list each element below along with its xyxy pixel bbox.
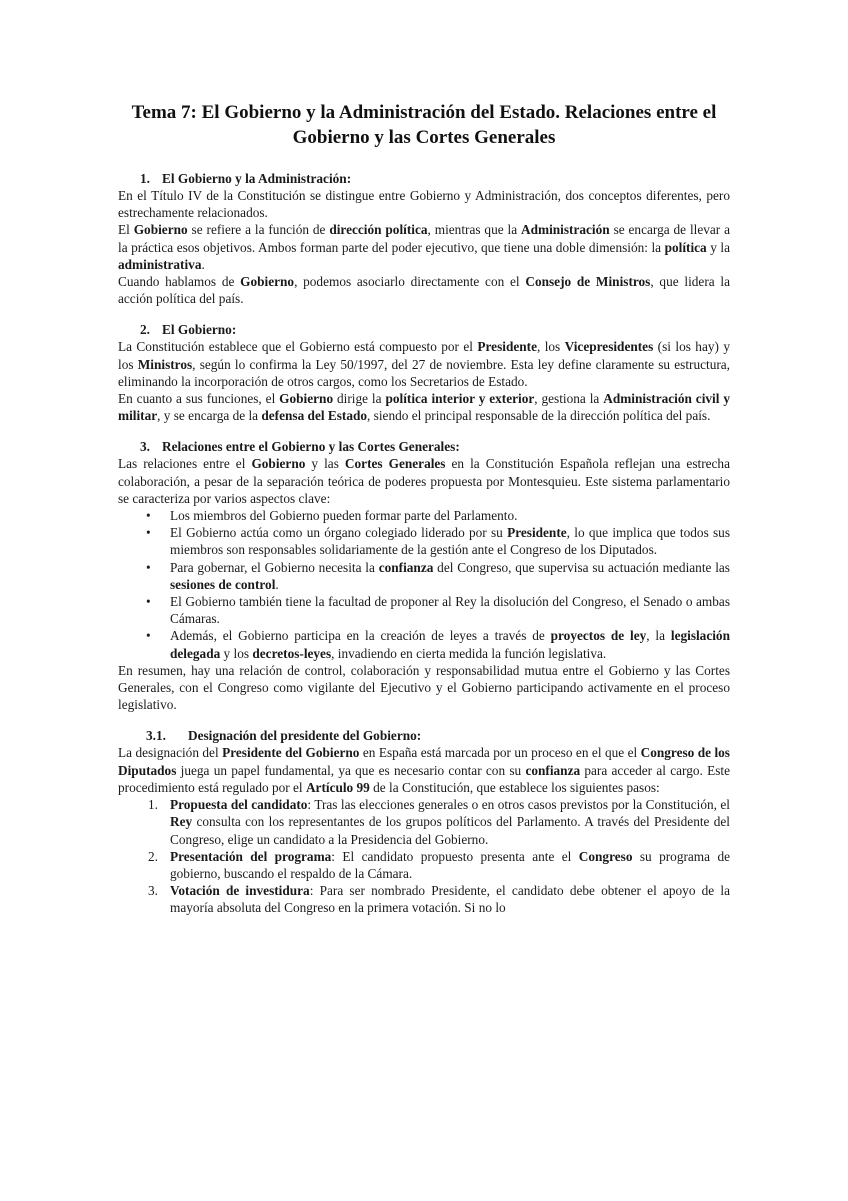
bullet-icon: • xyxy=(146,594,151,610)
text-run: , lo que implica que todos sus miembros son responsables solidariamente de la gestión ante el Congreso de los Diputados. xyxy=(170,525,731,558)
text-run: . xyxy=(275,576,279,592)
bold-text: Gobierno xyxy=(279,391,334,407)
section-number: 2. xyxy=(140,322,150,338)
text-run: de la Constitución, que establece los siguientes pasos: xyxy=(369,779,660,795)
bold-text: Ministros xyxy=(137,356,193,372)
bold-text: política interior y exterior xyxy=(385,391,535,407)
bullet-icon: • xyxy=(146,525,151,541)
text-run: , según lo confirma la Ley 50/1997, del 27 de noviembre. Esta ley define claramente su estructura, eliminando la incorporación de otros cargos, como los Secretarios de Estado. xyxy=(118,356,730,389)
bold-text: Gobierno xyxy=(133,222,188,238)
paragraph xyxy=(118,455,730,507)
text-run: y las xyxy=(305,456,345,472)
text-run: La designación del xyxy=(118,745,223,761)
bold-text: Cortes Generales xyxy=(344,456,446,472)
paragraph xyxy=(118,273,730,307)
bold-text: política xyxy=(664,239,707,255)
text-run: La Constitución establece que el Gobierno está compuesto por el xyxy=(118,339,478,355)
bullet-icon: • xyxy=(146,559,151,575)
section-number: 3.1. xyxy=(146,728,166,744)
text-run: : Para ser nombrado Presidente, el candidato debe obtener el apoyo de la mayoría absoluta del Congreso en la primera votación. Si no lo xyxy=(170,883,731,916)
bold-text: Administración civil y militar xyxy=(118,391,730,424)
section-title: El Gobierno: xyxy=(162,322,237,338)
text-run: El xyxy=(118,222,134,238)
paragraph: En el Título IV de la Constitución se distingue entre Gobierno y Administración, dos conceptos diferentes, pero estrechamente relacionados. xyxy=(118,188,730,221)
document-title: Tema 7: El Gobierno y la Administración del Estado. Relaciones entre el Gobierno y las Cortes Generales xyxy=(131,102,717,148)
section-3-1-heading xyxy=(118,727,730,744)
text-run: para acceder al cargo. Este procedimiento está regulado por el xyxy=(118,762,730,795)
list-item xyxy=(118,848,730,882)
bold-text: Propuesta del candidato xyxy=(170,797,308,813)
bold-text: confianza xyxy=(378,559,434,575)
bold-text: Gobierno xyxy=(240,274,295,290)
text-run: , podemos asociarlo directamente con el xyxy=(294,274,526,290)
bold-text: Presidente xyxy=(507,525,567,541)
text-run: dirige la xyxy=(333,391,386,407)
section-1-heading xyxy=(118,170,730,187)
bold-text: Artículo 99 xyxy=(305,779,370,795)
section-2-heading xyxy=(118,321,730,338)
text-run: . xyxy=(201,256,205,272)
text-run: consulta con los representantes de los grupos políticos del Parlamento. A través del Presidente del Congreso, elige un candidato a la Presidencia del Gobierno. xyxy=(170,814,730,847)
text-run: y la xyxy=(706,239,730,255)
text-run: su programa de gobierno, buscando el respaldo de la Cámara. xyxy=(170,848,730,881)
bold-text: defensa del Estado xyxy=(261,408,368,424)
bold-text: Presentación del programa xyxy=(170,848,332,864)
list-item xyxy=(118,559,730,593)
text-run: El Gobierno también tiene la facultad de proponer al Rey la disolución del Congreso, el Senado o ambas Cámaras. xyxy=(170,594,730,627)
item-number: 1. xyxy=(148,797,158,813)
text-run: , los xyxy=(536,339,565,355)
list-item xyxy=(118,627,730,661)
bold-text: administrativa xyxy=(118,256,202,272)
bold-text: decretos-leyes xyxy=(252,645,332,661)
text-run: Cuando hablamos de xyxy=(118,274,241,290)
list-item xyxy=(118,882,730,916)
paragraph xyxy=(118,221,730,273)
section-3-heading xyxy=(118,438,730,455)
text-run: se encarga de llevar a la práctica esos objetivos. Ambos forman parte del poder ejecutivo, que tiene una doble dimensión: la xyxy=(118,222,731,255)
section-number: 1. xyxy=(140,171,150,186)
document-page xyxy=(118,100,730,917)
item-number: 3. xyxy=(148,883,158,899)
list-item xyxy=(118,593,730,627)
text-run: Para gobernar, el Gobierno necesita la xyxy=(170,559,379,575)
text-run: , siendo el principal responsable de la dirección política del país. xyxy=(367,408,711,424)
bold-text: Vicepresidentes xyxy=(564,339,654,355)
bullet-icon: • xyxy=(146,508,151,524)
text-run: del Congreso, que supervisa su actuación mediante las xyxy=(433,559,730,575)
bold-text: Rey xyxy=(170,814,193,830)
bold-text: sesiones de control xyxy=(170,576,276,592)
list-item xyxy=(118,507,730,524)
paragraph xyxy=(118,390,730,424)
list-item xyxy=(118,796,730,848)
paragraph xyxy=(118,744,730,796)
item-number: 2. xyxy=(148,848,158,864)
text-run: En cuanto a sus funciones, el xyxy=(118,391,280,407)
text-run: en España está marcada por un proceso en el que el xyxy=(359,745,641,761)
text-run: Además, el Gobierno participa en la creación de leyes a través de xyxy=(170,628,551,644)
bold-text: confianza xyxy=(525,762,581,778)
section-title: Designación del presidente del Gobierno: xyxy=(188,728,422,744)
text-run: y los xyxy=(220,645,253,661)
section-title: El Gobierno y la Administración: xyxy=(162,171,352,186)
text-run: juega un papel fundamental, ya que es necesario contar con su xyxy=(176,762,526,778)
text-run: : Tras las elecciones generales o en otros casos previstos por la Constitución, el xyxy=(307,797,731,813)
text-run: , la xyxy=(646,628,671,644)
bold-text: Administración xyxy=(521,222,610,238)
text-run: , gestiona la xyxy=(534,391,604,407)
bold-text: Consejo de Ministros xyxy=(525,274,651,290)
text-run: Los miembros del Gobierno pueden formar parte del Parlamento. xyxy=(170,508,518,524)
bold-text: Gobierno xyxy=(251,456,306,472)
bullet-icon: • xyxy=(146,628,151,644)
numbered-list xyxy=(118,796,730,916)
text-run: : El candidato propuesto presenta ante el xyxy=(331,848,579,864)
text-run: , que lidera la acción política del país. xyxy=(118,274,730,307)
section-number: 3. xyxy=(140,439,150,455)
text-run: se refiere a la función de xyxy=(187,222,330,238)
text-run: en la Constitución Española reflejan una estrecha colaboración, a pesar de la separación teórica de poderes propuesta por Montesquieu. Este sistema parlamentario se caracteriza por varios aspectos clave: xyxy=(118,456,730,506)
bold-text: legislación delegada xyxy=(170,628,730,661)
section-title: Relaciones entre el Gobierno y las Cortes Generales: xyxy=(162,439,460,455)
paragraph xyxy=(118,338,730,390)
bold-text: Presidente xyxy=(477,339,537,355)
text-run: , mientras que la xyxy=(427,222,522,238)
bold-text: Congreso de los Diputados xyxy=(118,745,730,778)
list-item xyxy=(118,524,730,558)
text-run: El Gobierno actúa como un órgano colegiado liderado por su xyxy=(170,525,508,541)
bold-text: proyectos de ley xyxy=(550,628,647,644)
bold-text: dirección política xyxy=(329,222,428,238)
text-run: Las relaciones entre el xyxy=(118,456,252,472)
text-run: (si los hay) y los xyxy=(118,339,730,372)
paragraph: En resumen, hay una relación de control, colaboración y responsabilidad mutua entre el Gobierno y las Cortes Generales, con el Congreso como vigilante del Ejecutivo y el Gobierno participando activamente en el proceso legislativo. xyxy=(118,662,730,713)
bold-text: Congreso xyxy=(578,848,633,864)
text-run: , y se encarga de la xyxy=(157,408,262,424)
bold-text: Votación de investidura xyxy=(170,883,310,899)
text-run: , invadiendo en cierta medida la función legislativa. xyxy=(331,645,607,661)
bold-text: Presidente del Gobierno xyxy=(222,745,360,761)
bullet-list xyxy=(118,507,730,662)
